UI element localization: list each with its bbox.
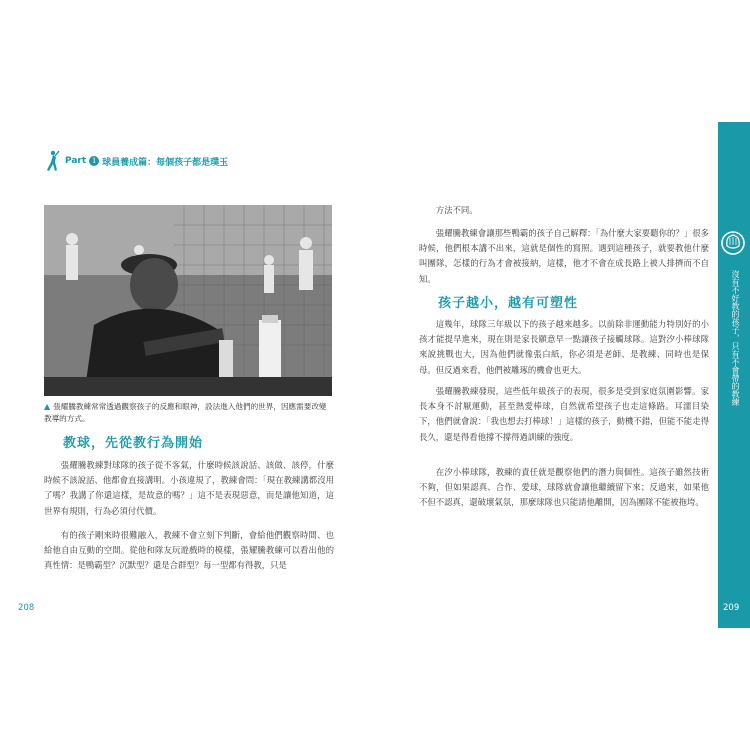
caption-triangle-icon: ▲ (44, 402, 51, 411)
photo-illustration (44, 205, 332, 396)
left-paragraph-1: 張耀騰教練對球隊的孩子從不客氣，什麼時候該說話、該做、該停，什麼時候不該說話、他都會直接講明。小孩違規了，教練會問：「現在教練講都沒用了嗎？我講了你還這樣，是故意的嗎？」這不是表現惡意，而是讓他知道，這世界有規則，行為必須付代價。 (44, 460, 334, 516)
right-section-heading: 孩子越小，越有可塑性 (438, 296, 579, 311)
left-section-heading: 教球，先從教行為開始 (63, 436, 204, 451)
left-page-number: 208 (18, 603, 35, 613)
chapter-title: 球員養成篇：每個孩子都是璞玉 (102, 157, 229, 168)
left-paragraph-2: 有的孩子剛來時很難融入，教練不會立刻下判斷，會給他們觀察時間、也給他自由互動的空間。從他和隊友玩遊戲時的模樣，張耀騰教練可以看出他的真性情：是鴨霸型？沉默型？還是合群型？每一型都有得教，只是 (44, 530, 334, 571)
right-paragraph-3: 張耀騰教練發現，這些低年級孩子的表現，很多是受到家庭氛圍影響。家長本身不討厭運動，甚至熱愛棒球，自然就希望孩子也走這條路。耳濡目染下，他們就會說：「我也想去打棒球！」這樣的孩子，動機不錯，但能不能走得長久，還是得看他撐不撐得過訓練的強度。 (419, 386, 709, 442)
coach-photo (44, 205, 332, 396)
running-header (44, 150, 228, 172)
right-paragraph-2: 這幾年，球隊三年級以下的孩子越來越多。以前除非運動能力特別好的小孩才能提早進來，現在則是家長願意早一點讓孩子接觸球隊。這對汐小棒球隊來說挑戰也大，因為他們就像張白紙，你必須是老師、是教練、同時也是保母。但反過來看，他們被雕琢的機會也更大。 (419, 319, 709, 375)
part-label: Part (65, 156, 87, 166)
chapter-side-tab (718, 122, 750, 628)
photo-caption (44, 401, 334, 425)
part-number-badge: 1 (89, 156, 99, 166)
right-paragraph-1: 張耀騰教練會讓那些鴨霸的孩子自己解釋：「為什麼大家要聽你的？」很多時候，他們根本講不出來，這就是個性的寫照。遇到這種孩子，就要教他什麼叫團隊，怎樣的行為才會被接納，這樣，他才不會在成長路上被人排擠而不自知。 (419, 228, 709, 284)
side-tab-text: 沒有不好教的孩子，只有不會帶的教練 (731, 270, 740, 406)
baseball-glove-icon (718, 228, 748, 258)
right-paragraph-4: 在汐小棒球隊，教練的責任就是觀察他們的潛力與個性。這孩子雖然技術不夠，但如果認真、合作、愛球，球隊就會讓他繼續留下來；反過來，如果他不但不認真，還破壞氣氛，那麼球隊也只能請他離開，因為團隊不能被拖垮。 (419, 467, 709, 508)
right-page-number: 209 (723, 603, 740, 613)
caption-text: 張耀騰教練常常透過觀察孩子的反應和眼神，設法進入他們的世界，因應需要改變教導的方式。 (44, 402, 327, 423)
baseball-player-icon (44, 150, 60, 172)
right-paragraph-0: 方法不同。 (435, 205, 478, 215)
